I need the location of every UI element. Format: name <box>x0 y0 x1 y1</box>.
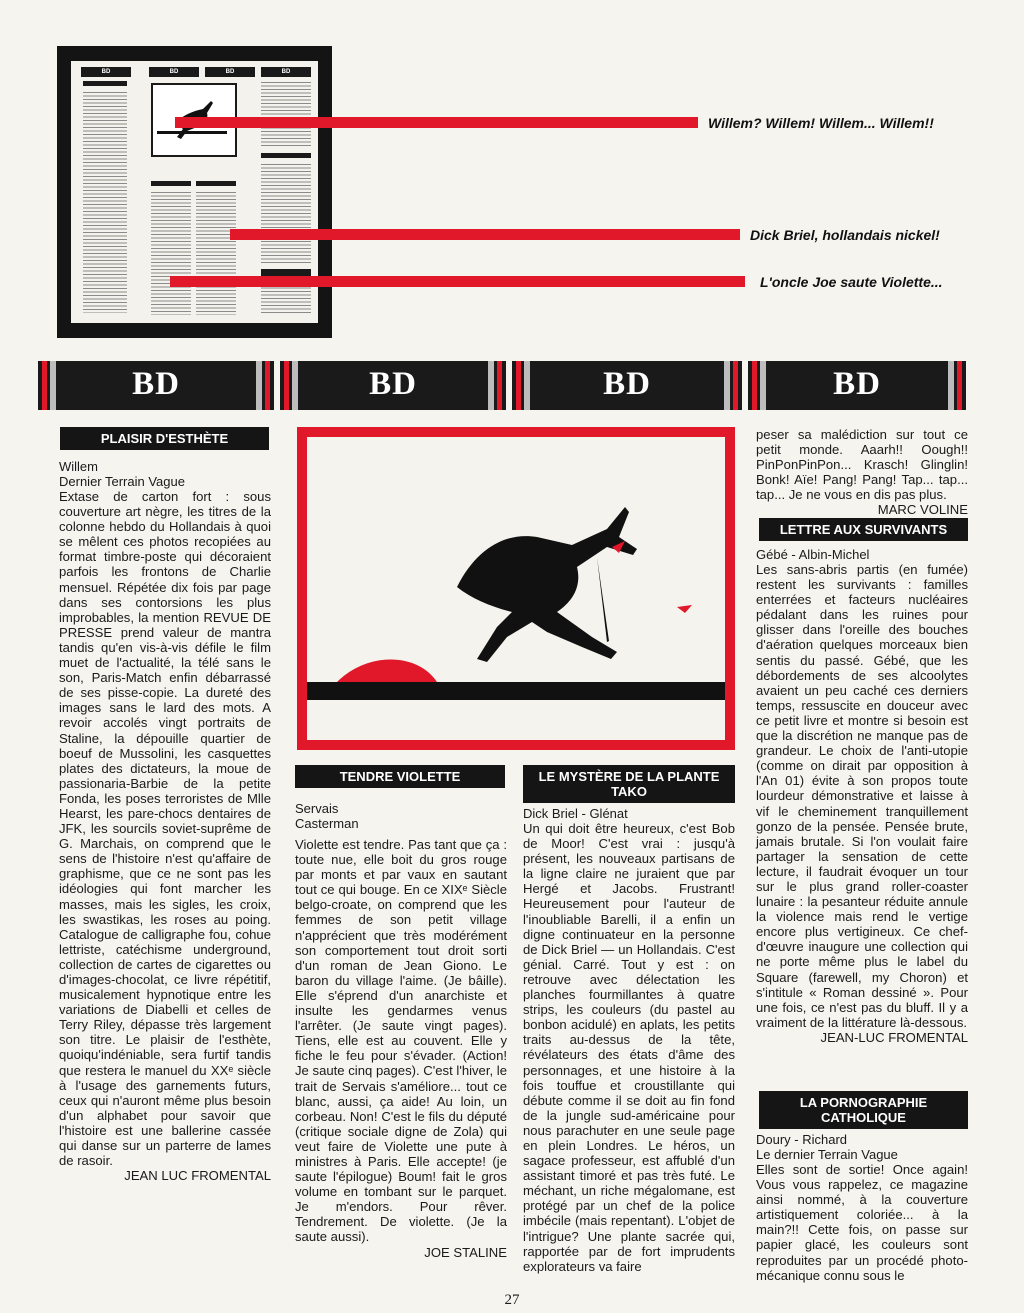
thumbnail-text <box>261 283 311 315</box>
credits <box>59 459 271 489</box>
bd-label: BD <box>833 366 881 402</box>
heading-plante-tako: LE MYSTÈRE DE LA PLANTE TAKO <box>523 765 735 803</box>
heading-plaisir-desthete: PLAISIR D'ESTHÈTE <box>60 427 269 450</box>
running-figure-illustration <box>307 437 725 740</box>
thumbnail-text <box>261 81 311 147</box>
signature: MARC VOLINE <box>877 502 968 518</box>
thumbnail-heading <box>196 181 236 186</box>
thumbnail-text <box>261 163 311 263</box>
thumbnail-text <box>196 191 236 315</box>
heading-tendre-violette: TENDRE VIOLETTE <box>295 765 505 788</box>
thumbnail-bd-bar: BD <box>205 67 255 77</box>
review-text: peser sa malédiction sur tout ce petit monde. Aaarh!! Oough!! PinPonPinPon... Krasch! Glinglin! Bonk! Aïe! Pang! Pang! Tap... tap... tap... Je ne vous en dis pas plus. <box>756 427 968 503</box>
author-publisher: Dick Briel - Glénat <box>523 806 628 821</box>
callout-caption: L'oncle Joe saute Violette... <box>760 274 943 290</box>
review-text: Les sans-abris partis (en fumée) restent les survivants : familles enterrées et facteurs nucléaires pédalant dans les ruines pour glisser dans l'oreille des bouches d'aération quelques morceaux bien sentis du passé. Gébé, que les débordements de ses alcoolytes avaient un peu caché ces derniers temps, ressuscite en douceur avec ce petit livre et montre si besoin est que la discrétion ne manque pas de grandeur. Le choix de l'anti-utopie (comme on dirait par opposition à l'An 01) évite à son propos toute lourdeur démonstrative et laisse à vif le cheminement tranquillement gonzo de la pensée. Pensée brute, jamais brutale. Si l'on voulait faire partager la sensation de cette lecture, il faudrait évoquer un tour sur le plus grand roller-coaster lunaire : la pesanteur réduite annule la violence mais rend le vertige encore plus vertigineux. Ce chef-d'œuvre inaugure une collection qui ne porte même plus le label du Square (farewell, my Choron) et s'intitule « Roman dessiné ». Pour une fois, ce n'est pas du bluff. Il y a vraiment de la littérature là-dessous. <box>756 562 968 1030</box>
thumbnail-bd-bar: BD <box>261 67 311 77</box>
publisher: Casterman <box>295 816 359 831</box>
heading-pornographie-catholique: LA PORNOGRAPHIE CATHOLIQUE <box>759 1091 968 1129</box>
credits <box>295 801 507 831</box>
review-body-continued <box>756 427 968 518</box>
bd-banner-segment <box>748 361 966 410</box>
credits <box>756 1132 968 1162</box>
publisher: Dernier Terrain Vague <box>59 474 185 489</box>
callout-line <box>170 276 745 287</box>
review-body <box>756 562 968 1045</box>
signature: JOE STALINE <box>424 1244 507 1260</box>
bd-label: BD <box>603 366 651 402</box>
illustration-frame <box>297 427 735 750</box>
page-thumbnail <box>57 46 332 338</box>
bd-label: BD <box>369 366 417 402</box>
thumbnail-heading <box>151 181 191 186</box>
review-text: Un qui doit être heureux, c'est Bob de Moor! C'est vrai : jusqu'à présent, les nouveaux partisans de la ligne claire ne juraient que par Hergé et Jacobs. Frustrant! Heureusement pour l'auteur de l'inoubliable Barelli, il a enfin un digne continuateur en la personne de Dick Briel — un Hollandais. C'est génial. Carré. Tout y est : on retrouve avec délectation les planches fourmillantes à quatre strips, les couleurs (du pastel au bonbon acidulé) en aplats, les petits traits au-dessus de la tête, révélateurs des états d'âme des personnages, et une histoire à la fois touffue et croustillante qui débute comme il se doit au fin fond de la jungle sud-américaine pour nous parachuter en une seule page en plein Londres. Le héros, un sagace professeur, est affublé d'un assistant timoré et pas très futé. Le méchant, un riche mégalomane, est protégé par un chef de la police imbécile (mais repentant). L'objet de l'intrigue? Une plante sacrée qui, rapportée par de fort imprudents explorateurs va faire <box>523 821 735 1274</box>
heading-lettre-aux-survivants: LETTRE AUX SURVIVANTS <box>759 518 968 541</box>
bd-label: BD <box>132 366 180 402</box>
bd-banner-segment <box>512 361 742 410</box>
bd-banner-segment <box>38 361 274 410</box>
thumbnail-heading <box>261 153 311 158</box>
author-publisher: Gébé - Albin-Michel <box>756 547 870 562</box>
signature: JEAN-LUC FROMENTAL <box>820 1029 968 1045</box>
publisher: Le dernier Terrain Vague <box>756 1147 898 1162</box>
thumbnail-text <box>151 191 191 315</box>
review-body <box>756 1162 968 1283</box>
credits <box>756 547 968 562</box>
author: Willem <box>59 459 98 474</box>
callout-line <box>230 229 740 240</box>
callout-line <box>175 117 698 128</box>
review-text: Elles sont de sortie! Once again! Vous vous rappelez, ce magazine ainsi nommé, à la couverture artistiquement coloriée... à la main?!! Cette fois, on passe sur papier glacé, les couleurs sont reproduites par un procédé photo-mécanique connu sous le <box>756 1162 968 1283</box>
author: Doury - Richard <box>756 1132 848 1147</box>
callout-caption: Willem? Willem! Willem... Willem!! <box>708 115 934 131</box>
author: Servais <box>295 801 339 816</box>
bd-banner-segment <box>280 361 506 410</box>
review-text: Violette est tendre. Pas tant que ça : toute nue, elle boit du gros rouge par monts et par vaux en sautant tout ce qui bouge. En ce XIXᵉ Siècle belgo-croate, on comprend que les femmes de son petit village n'apprécient que très modérément son comportement tout droit sorti d'un roman de Jean Giono. Le baron du village l'aime. (Je bâille). Elle s'éprend d'un anarchiste et insulte les gendarmes venus l'arrêter. (Je saute vingt pages). Tiens, elle est au couvent. Elle y fiche le feu pour s'évader. (Action! Je saute cinq pages). C'est l'hiver, le trait de Servais s'améliore... tout ce blanc, aussi, ça aide! Au loin, un corbeau. Non! C'est le fils du député (critique sociale digne de Zola) qui veut faire de Violette une pute à ministres à Paris. Elle accepte! (je saute l'épilogue) Boum! fait le gros volume en tombant sur le parquet. Je m'endors. Pour rêver. Tendrement. De violette. (Je la saute aussi). <box>295 837 507 1245</box>
review-body <box>523 821 735 1274</box>
thumbnail-bd-bar: BD <box>81 67 131 77</box>
page-number: 27 <box>504 1292 520 1308</box>
callout-caption: Dick Briel, hollandais nickel! <box>750 227 940 243</box>
signature: JEAN LUC FROMENTAL <box>124 1168 271 1184</box>
thumbnail-heading <box>83 81 127 86</box>
bd-banner <box>38 361 966 410</box>
credits <box>523 806 735 821</box>
thumbnail-text <box>83 91 127 313</box>
review-text: Extase de carton fort : sous couverture art nègre, les titres de la colonne hebdo du Hollandais à quoi se mêlent ces photos recopiées au format timbre-poste qui décoraient parfois les frontons de Charlie mensuel. Répétée dix fois par page dans ses contorsions les plus improbables, la mention REVUE DE PRESSE prend valeur de mantra tandis qu'en vis-à-vis défile le film muet de l'actualité, la télé sans le son, Paris-Match enfin débarrassé de ses pisse-copie. La dureté des images sans le lard des mots. A revoir accolés vingt portraits de Staline, la dépouille quartier de boeuf de Mussolini, les casquettes plates des dictateurs, la moue de passionaria-Barbie de la petite Fonda, les poses terroristes de Mlle Hearst, les pare-chocs dentaires de JFK, les sourcils soviet-suprême de G. Marchais, on comprend que le sens de l'histoire n'est qu'affaire de graphisme, que ce ne sont pas les idéologies qui font marcher les masses, mais les sigles, les croix, les swastikas, les roses au poing. Catalogue de calligraphe fou, cohue lettriste, catéchisme underground, collection de cartes de cigarettes ou d'images-chocolat, ce livre répétitif, musicalement hypnotique entre les variations de Diabelli et celles de Terry Riley, dépasse très largement son titre. Le plaisir de l'esthète, quoiqu'indéniable, sera furtif tandis que restera le manuel du XXᵉ siècle à l'usage des garnements futurs, ceux qui n'auront même plus besoin d'un alphabet pour savoir que l'histoire est une ballerine cassée qui danse sur un parterre de lames de rasoir. <box>59 489 271 1169</box>
review-body <box>295 837 507 1260</box>
review-body <box>59 489 271 1183</box>
thumbnail-bd-bar: BD <box>149 67 199 77</box>
